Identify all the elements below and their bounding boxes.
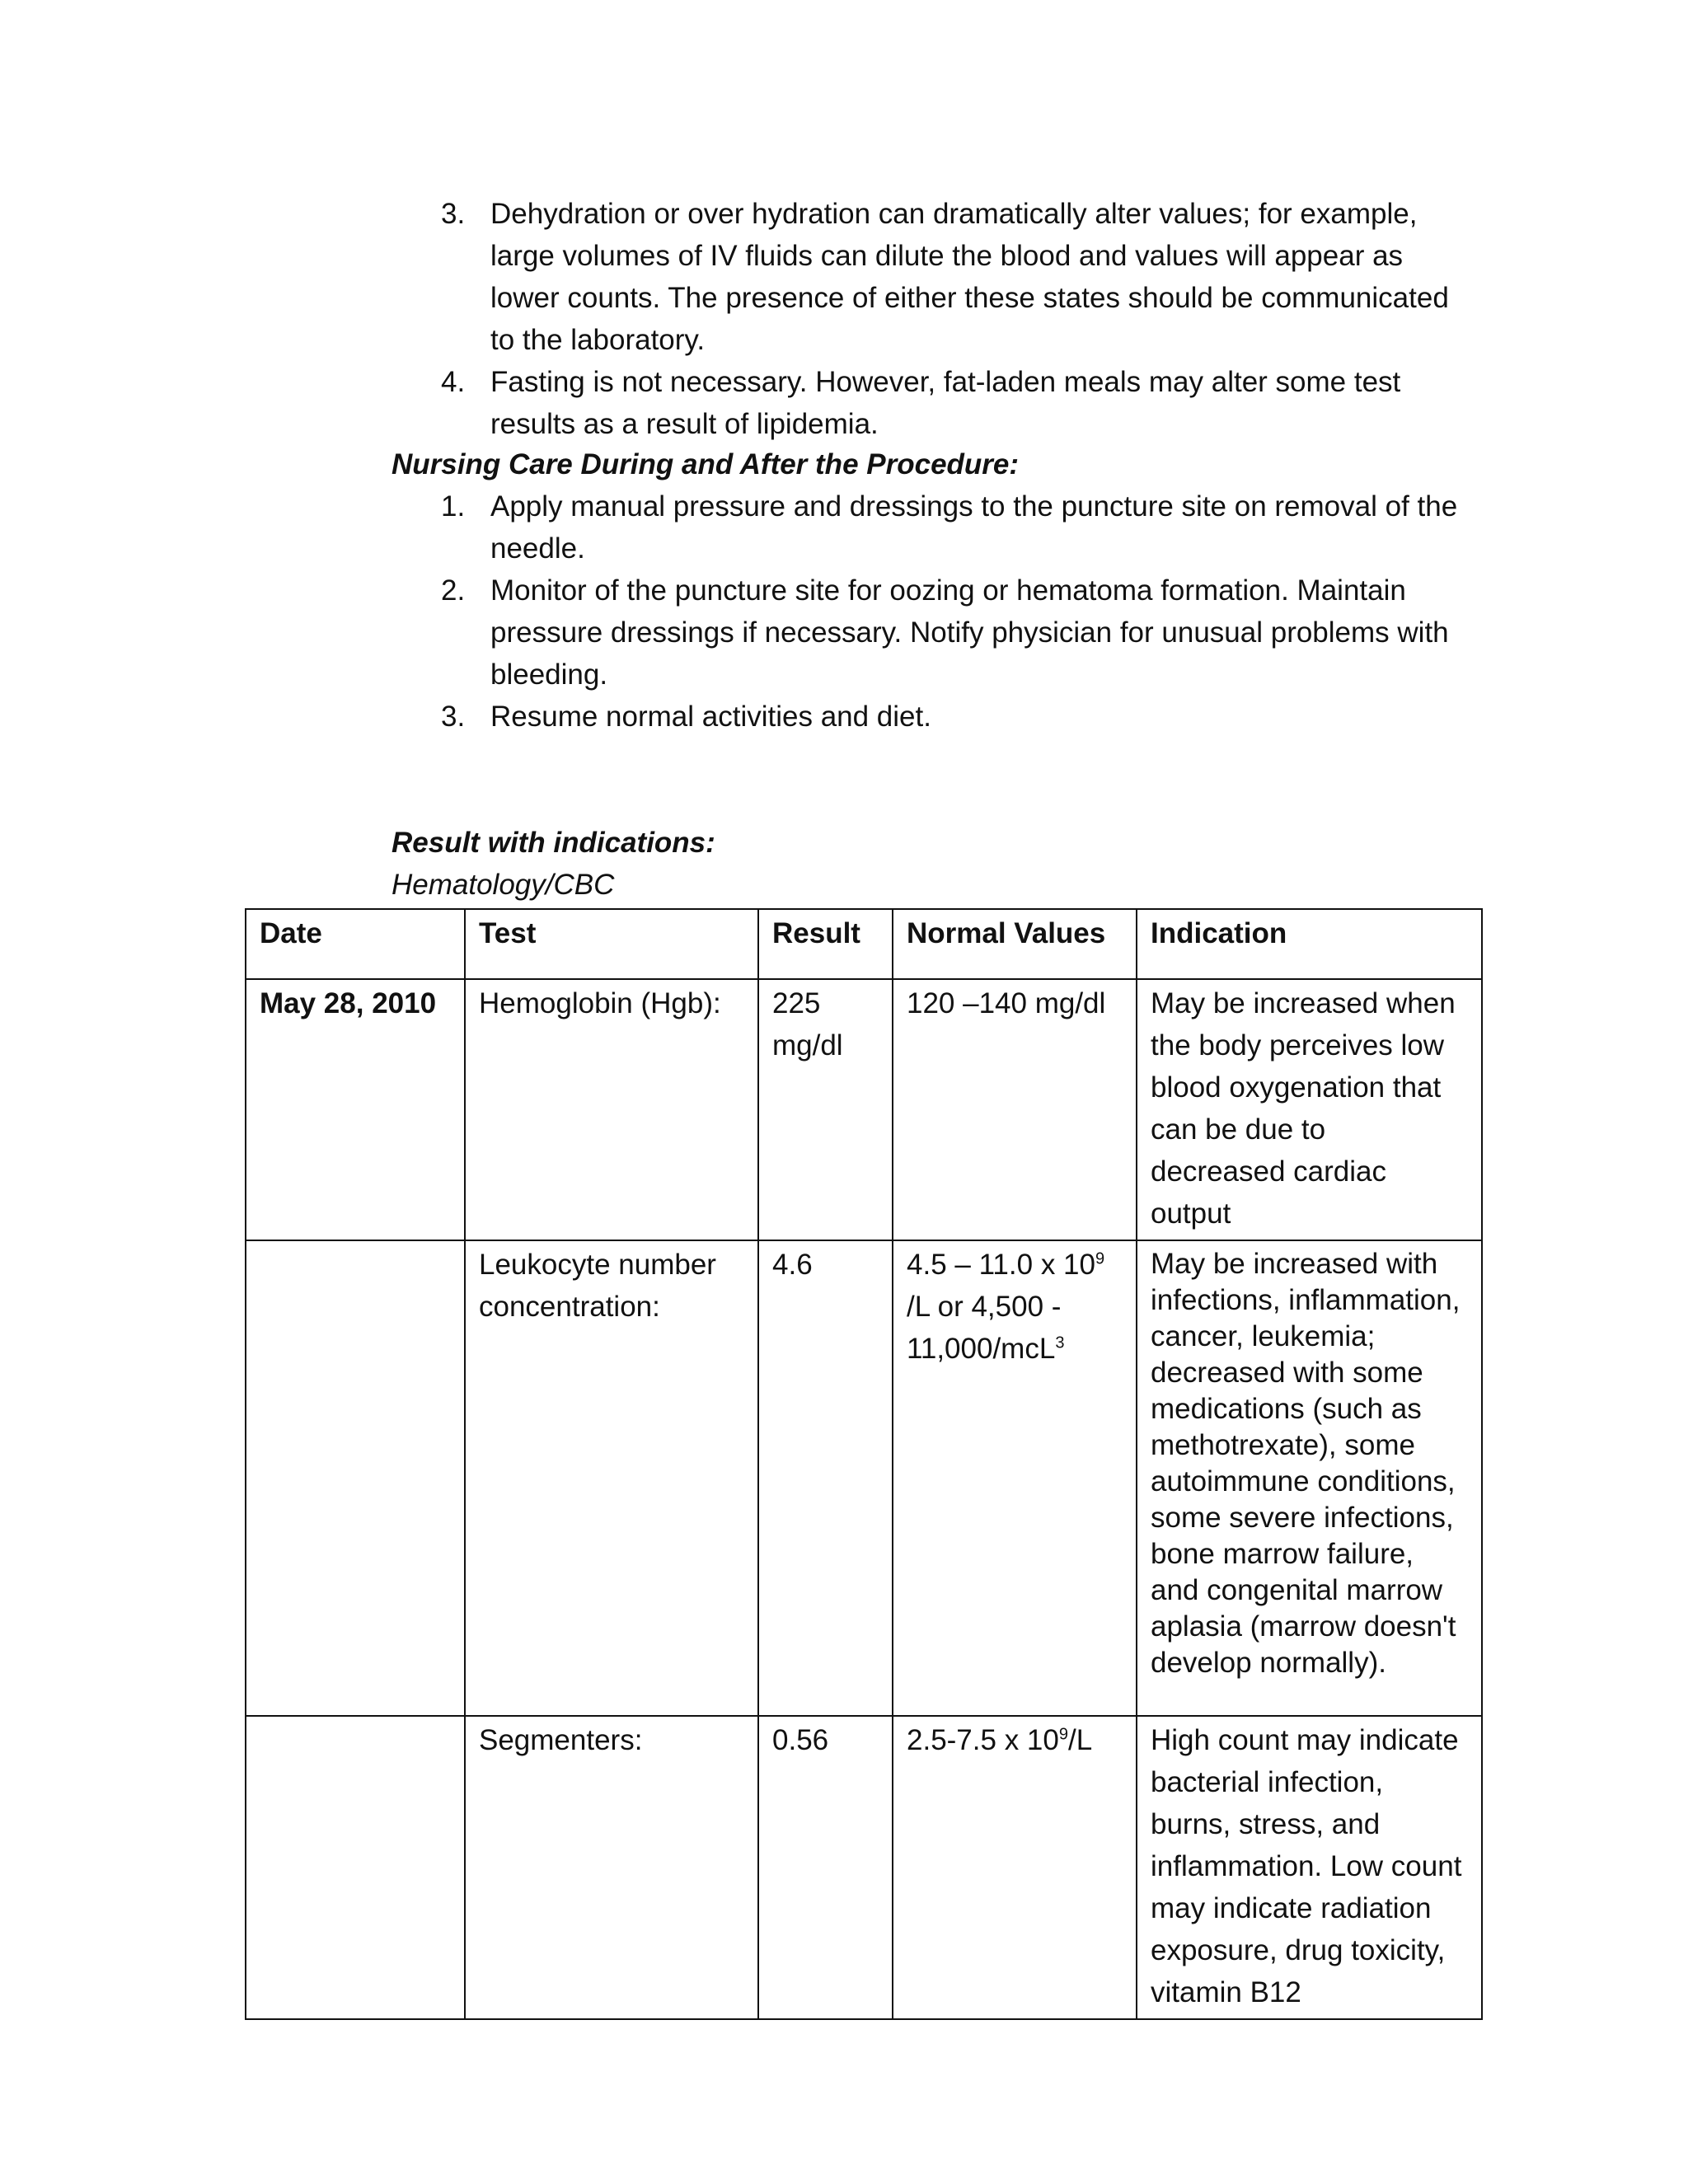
cell-test: Leukocyte number concentration: bbox=[465, 1240, 758, 1716]
cell-result: 225 mg/dl bbox=[758, 979, 893, 1240]
header-normal-values: Normal Values bbox=[893, 909, 1137, 979]
header-test: Test bbox=[465, 909, 758, 979]
normal-value-part: /L bbox=[1067, 1724, 1093, 1756]
list-text: Resume normal activities and diet. bbox=[490, 701, 931, 733]
cell-result: 0.56 bbox=[758, 1716, 893, 2019]
header-date: Date bbox=[246, 909, 465, 979]
cell-date: May 28, 2010 bbox=[246, 979, 465, 1240]
normal-value-part: 2.5-7.5 x 10 bbox=[907, 1724, 1059, 1756]
list-number: 4. bbox=[441, 366, 466, 398]
table-row bbox=[246, 1240, 1482, 1716]
superscript: 9 bbox=[1058, 1725, 1068, 1744]
list-text: Monitor of the puncture site for oozing or hematoma formation. Maintain pressure dressings if necessary. Notify physician for unusual problems with bleeding. bbox=[490, 574, 1449, 691]
superscript: 3 bbox=[1055, 1333, 1065, 1352]
nursing-care-list bbox=[429, 485, 1475, 738]
results-heading: Result with indications: bbox=[392, 827, 715, 859]
cell-date bbox=[246, 1716, 465, 2019]
cell-result: 4.6 bbox=[758, 1240, 893, 1716]
cell-normal-values bbox=[893, 1240, 1137, 1716]
cell-indication: High count may indicate bacterial infection, burns, stress, and inflammation. Low count may indicate radiation exposure, drug toxicity, vitamin B12 bbox=[1137, 1716, 1482, 2019]
cell-test: Segmenters: bbox=[465, 1716, 758, 2019]
list-text: Fasting is not necessary. However, fat-laden meals may alter some test results as a result of lipidemia. bbox=[490, 366, 1401, 440]
list-text: Dehydration or over hydration can dramatically alter values; for example, large volumes of IV fluids can dilute the blood and values will appear as lower counts. The presence of either these states should be communicated to the laboratory. bbox=[490, 198, 1449, 356]
list-text: Apply manual pressure and dressings to the puncture site on removal of the needle. bbox=[490, 490, 1458, 565]
list-item bbox=[429, 193, 1475, 361]
table-row bbox=[246, 1716, 1482, 2019]
table-header-row bbox=[246, 909, 1482, 979]
normal-value-part: /L or 4,500 - 11,000/mcL bbox=[907, 1291, 1062, 1365]
results-subheading: Hematology/CBC bbox=[392, 869, 615, 901]
superscript: 9 bbox=[1095, 1249, 1105, 1268]
header-result: Result bbox=[758, 909, 893, 979]
cell-test: Hemoglobin (Hgb): bbox=[465, 979, 758, 1240]
list-item bbox=[429, 485, 1475, 569]
list-item bbox=[429, 361, 1475, 445]
cell-normal-values bbox=[893, 1716, 1137, 2019]
list-number: 3. bbox=[441, 701, 466, 733]
precautions-list bbox=[429, 193, 1475, 445]
results-table bbox=[245, 908, 1483, 2020]
list-number: 1. bbox=[441, 490, 466, 523]
cell-indication: May be increased when the body perceives low blood oxygenation that can be due to decreased cardiac output bbox=[1137, 979, 1482, 1240]
normal-value-part: 4.5 – 11.0 x 10 bbox=[907, 1249, 1095, 1281]
header-indication: Indication bbox=[1137, 909, 1482, 979]
nursing-care-heading: Nursing Care During and After the Procedure: bbox=[392, 448, 1020, 480]
list-number: 2. bbox=[441, 574, 466, 607]
list-item bbox=[429, 569, 1475, 696]
list-number: 3. bbox=[441, 198, 466, 230]
cell-indication: May be increased with infections, inflammation, cancer, leukemia; decreased with some medications (such as methotrexate), some autoimmune conditions, some severe infections, bone marrow failure, and congenital marrow aplasia (marrow doesn't develop normally). bbox=[1137, 1240, 1482, 1716]
cell-date bbox=[246, 1240, 465, 1716]
table-row bbox=[246, 979, 1482, 1240]
list-item bbox=[429, 696, 1475, 738]
cell-normal-values: 120 –140 mg/dl bbox=[893, 979, 1137, 1240]
